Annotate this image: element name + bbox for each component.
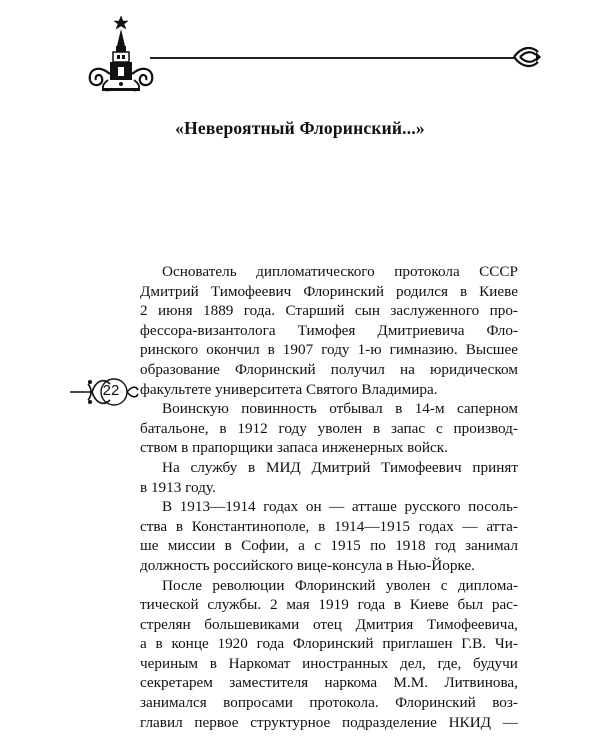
text-line	[140, 713, 518, 733]
word: 1918	[395, 537, 426, 555]
word: Фло-	[486, 321, 518, 339]
word: вопросами	[223, 694, 293, 712]
word: большевиками	[204, 615, 300, 633]
word: 1913—1914	[179, 498, 256, 516]
text-line	[140, 497, 518, 517]
word: МИД	[265, 458, 301, 476]
word: 1907	[282, 341, 314, 359]
word: 1889	[203, 302, 234, 320]
word: атта-	[486, 517, 518, 535]
word: Флоринский	[294, 576, 376, 594]
word: где,	[437, 654, 462, 672]
word: Г.В.	[461, 635, 487, 653]
word: в	[395, 400, 403, 418]
word: фессора-византолога	[140, 321, 276, 339]
text-line	[140, 595, 518, 615]
word: конце	[171, 635, 209, 653]
word: уволен	[317, 419, 363, 437]
text-line	[140, 340, 518, 360]
word: в	[224, 537, 232, 555]
scroll-flourish-icon	[512, 42, 542, 72]
word: Тимофеевич	[381, 458, 462, 476]
word: структурное	[250, 713, 331, 731]
word: в	[155, 635, 163, 653]
word: будучи	[473, 654, 518, 672]
word: он	[305, 498, 322, 516]
word: Киеве	[409, 596, 449, 614]
word: окончил	[206, 341, 260, 359]
word: производ-	[453, 419, 518, 437]
word: годах	[263, 498, 299, 516]
word: Тимофеевич	[210, 282, 292, 300]
text-line	[140, 517, 518, 537]
text-line: в 1913 году.	[140, 478, 216, 496]
word: СССР	[479, 263, 518, 280]
word: Киеве	[479, 282, 518, 300]
word: году	[321, 341, 350, 359]
word: Дмитрий	[140, 282, 199, 300]
word: в	[175, 517, 183, 535]
word: по	[370, 537, 386, 555]
word: был	[457, 596, 484, 614]
word: мая	[286, 596, 310, 614]
text-line	[140, 399, 518, 419]
word: протокола	[394, 263, 460, 280]
text-line	[140, 458, 518, 478]
word: диплома-	[457, 576, 518, 594]
word: 1915	[330, 537, 361, 555]
word: 1-ю	[357, 341, 382, 359]
word: главил	[140, 713, 183, 731]
word: сын	[354, 302, 380, 320]
word: посоль-	[468, 498, 518, 516]
text-line	[140, 615, 518, 635]
word: чериным	[140, 654, 199, 672]
word: батальоне,	[140, 419, 209, 437]
header-rule	[150, 57, 516, 59]
word: Дмитрия	[355, 615, 414, 633]
word: а	[140, 635, 147, 653]
word: Софии,	[241, 537, 289, 555]
word: ше	[140, 537, 159, 555]
text-line	[140, 419, 518, 439]
word: 14-м	[414, 400, 445, 418]
text-line: ством в прапорщики запаса инженерных войск.	[140, 439, 448, 457]
word: заслуженного	[390, 302, 480, 320]
word: Дмитриевича	[377, 321, 465, 339]
word: родился	[396, 282, 448, 300]
word: Старший	[285, 302, 345, 320]
word: Основатель	[162, 263, 237, 280]
text-line	[140, 321, 518, 341]
word: Дмитрий	[311, 458, 371, 476]
word: году	[278, 419, 307, 437]
word: ринского	[140, 341, 199, 359]
word: юридическом	[430, 360, 518, 378]
text-line	[140, 654, 518, 674]
text-line	[140, 576, 518, 596]
word: отбывал	[329, 400, 383, 418]
page-number: 22	[102, 382, 120, 399]
word: годах	[418, 517, 454, 535]
word: —	[329, 498, 345, 516]
word: 1919	[318, 596, 349, 614]
word: дел,	[400, 654, 426, 672]
word: —	[502, 713, 518, 731]
word: Литвинова,	[444, 674, 518, 692]
word: принят	[472, 458, 518, 476]
word: Чи-	[494, 635, 518, 653]
word: а	[298, 537, 305, 555]
word: заместителя	[229, 674, 309, 692]
word: на	[399, 360, 415, 378]
word: года.	[243, 302, 276, 320]
word: службу	[190, 458, 238, 476]
word: наркома	[324, 674, 378, 692]
word: ства	[140, 517, 168, 535]
word: воз-	[492, 694, 518, 712]
body-text	[140, 262, 518, 732]
word: Высшее	[465, 341, 518, 359]
word: Воинскую	[162, 400, 229, 418]
kremlin-tower-ornament-icon	[80, 14, 170, 94]
word: Наркомат	[228, 654, 291, 672]
word: в	[459, 282, 468, 300]
word: года	[357, 596, 386, 614]
word: протокола.	[309, 694, 379, 712]
text-line	[140, 673, 518, 693]
word: в	[267, 341, 275, 359]
word: в	[219, 419, 227, 437]
word: После	[162, 576, 203, 594]
word: миссии	[167, 537, 216, 555]
word: образование	[140, 360, 220, 378]
word: повинность	[241, 400, 317, 418]
word: службы.	[207, 596, 262, 614]
word: с	[440, 576, 448, 594]
word: 2	[269, 596, 278, 614]
word: русского	[404, 498, 461, 516]
word: Флоринский	[395, 694, 476, 712]
word: НКИД	[448, 713, 492, 731]
word: в	[373, 419, 381, 437]
word: Тимофеевича,	[426, 615, 518, 633]
word: стрелян	[140, 615, 191, 633]
word: уволен	[385, 576, 431, 594]
word: секретарем	[140, 674, 213, 692]
word: 1914—1915	[333, 517, 410, 535]
word: На	[162, 458, 180, 476]
text-line	[140, 282, 518, 302]
word: рас-	[491, 596, 518, 614]
word: —	[462, 517, 478, 535]
word: революции	[212, 576, 285, 594]
word: саперном	[457, 400, 518, 418]
word: первое	[194, 713, 239, 731]
text-line	[140, 536, 518, 556]
text-line: должность российского вице-консула в Нью-Йорке.	[140, 556, 475, 574]
word: 2	[140, 302, 148, 320]
word: иностранных	[302, 654, 389, 672]
word: в	[318, 517, 326, 535]
word: 1920	[217, 635, 248, 653]
word: в	[248, 458, 256, 476]
word: Константинополе,	[191, 517, 310, 535]
text-line	[140, 262, 518, 282]
word: подразделение	[341, 713, 437, 731]
word: год	[434, 537, 456, 555]
word: занимал	[465, 537, 518, 555]
word: получил	[330, 360, 385, 378]
word: занимался	[140, 694, 207, 712]
word: в	[209, 654, 217, 672]
word: Флоринский	[235, 360, 316, 378]
word: приглашен	[382, 635, 453, 653]
word: гимназию.	[389, 341, 458, 359]
word: в	[393, 596, 402, 614]
word: дипломатического	[256, 263, 375, 280]
word: Флоринский	[303, 282, 384, 300]
word: с	[435, 419, 443, 437]
text-line	[140, 693, 518, 713]
text-line	[140, 301, 518, 321]
word: 1912	[237, 419, 268, 437]
word: Тимофея	[297, 321, 356, 339]
word: про-	[489, 302, 518, 320]
word: В	[162, 498, 173, 516]
word: июня	[158, 302, 193, 320]
word: года	[256, 635, 285, 653]
text-line	[140, 634, 518, 654]
text-line	[140, 360, 518, 380]
word: тической	[140, 596, 199, 614]
text-line: факультете университета Святого Владимира.	[140, 380, 438, 398]
page-title: «Невероятный Флоринский...»	[175, 118, 425, 138]
word: запас	[390, 419, 426, 437]
word: атташе	[351, 498, 397, 516]
word: отец	[313, 615, 342, 633]
word: М.М.	[393, 674, 429, 692]
word: с	[314, 537, 322, 555]
word: Флоринский	[292, 635, 374, 653]
